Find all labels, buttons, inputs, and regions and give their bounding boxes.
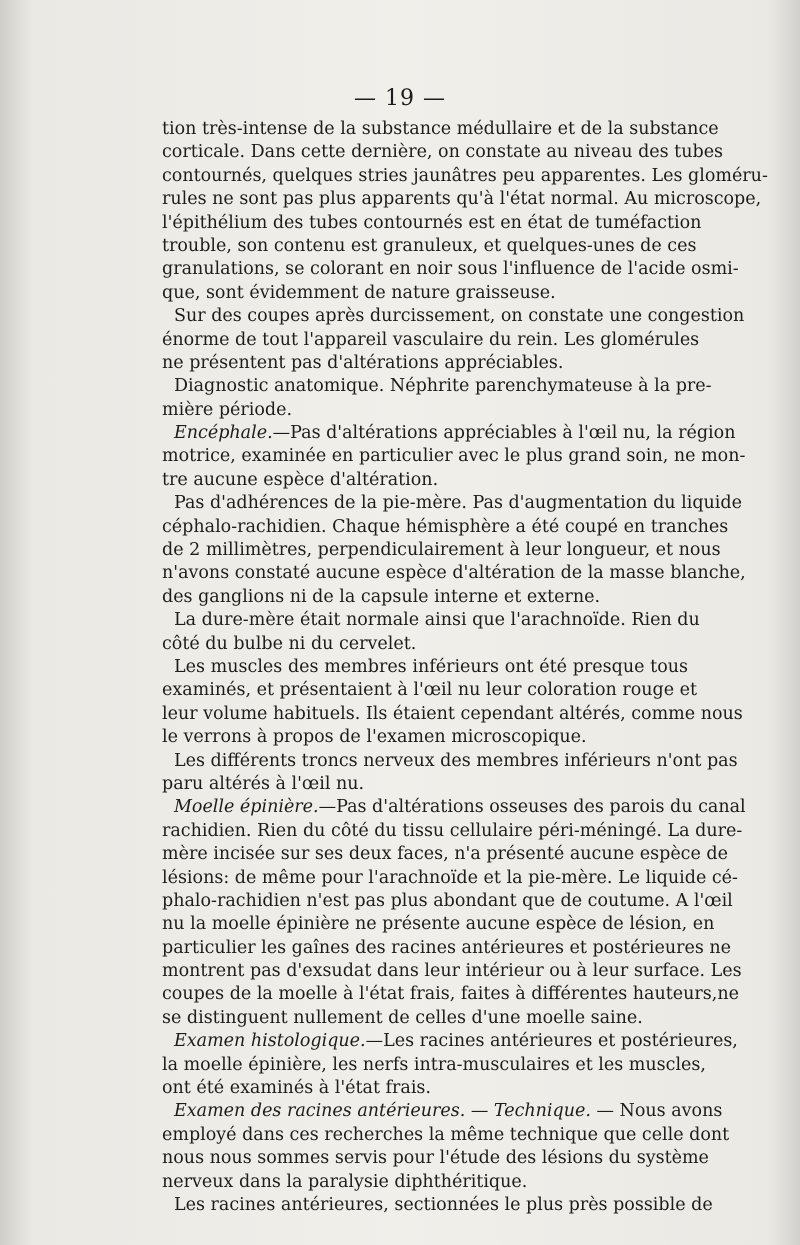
line-text: Pas d'adhérences de la pie-mère. Pas d'augmentation du liquide — [174, 493, 742, 514]
line-text: nous nous sommes servis pour l'étude des lésions du système — [162, 1148, 709, 1169]
text-line — [162, 212, 702, 235]
line-text: nu la moelle épinière ne présente aucune espèce de lésion, en — [162, 914, 715, 935]
line-text: tre aucune espèce d'altération. — [162, 469, 439, 490]
text-line — [162, 1100, 723, 1123]
line-text: trouble, son contenu est granuleux, et quelques-unes de ces — [162, 235, 697, 256]
text-line — [162, 1077, 688, 1100]
line-text: tion très-intense de la substance médullaire et de la substance — [162, 119, 719, 139]
line-text: Les muscles des membres inférieurs ont été presque tous — [174, 656, 688, 677]
line-text: nerveux dans la paralysie diphthéritique. — [162, 1171, 528, 1192]
text-line — [162, 118, 719, 141]
text-line — [162, 539, 721, 562]
text-line — [162, 1171, 688, 1194]
text-line — [162, 399, 688, 422]
line-text: énorme de tout l'appareil vasculaire du rein. Les glomérules — [162, 329, 700, 350]
text-line — [162, 492, 742, 515]
line-text: le verrons à propos de l'examen microscopique. — [162, 727, 587, 748]
text-line — [162, 843, 728, 866]
text-line — [162, 750, 738, 773]
line-text: granulations, se colorant en noir sous l'influence de l'acide osmi- — [162, 259, 739, 280]
text-line — [162, 796, 746, 819]
line-text: —Les racines antérieures et postérieures, — [365, 1031, 738, 1052]
text-line — [162, 1147, 709, 1170]
italic-heading: Encéphale. — [174, 423, 273, 444]
text-line — [162, 633, 688, 656]
line-text: Les différents troncs nerveux des membres inférieurs n'ont pas — [174, 750, 738, 771]
line-text: La dure-mère était normale ainsi que l'arachnoïde. Rien du — [174, 610, 700, 631]
text-line — [162, 141, 724, 164]
line-text: coupes de la moelle à l'état frais, faites à différentes hauteurs,ne — [162, 984, 739, 1005]
line-text: Sur des coupes après durcissement, on constate une congestion — [174, 306, 745, 327]
line-text: particulier les gaînes des racines antérieures et postérieures ne — [162, 937, 732, 958]
line-text: n'avons constaté aucune espèce d'altération de la masse blanche, — [162, 563, 746, 584]
line-text: côté du bulbe ni du cervelet. — [162, 633, 417, 654]
italic-heading: Moelle épinière. — [174, 797, 319, 818]
text-line — [162, 656, 688, 679]
line-text: ont été examinés à l'état frais. — [162, 1078, 431, 1099]
text-line — [162, 305, 745, 328]
text-line — [162, 867, 738, 890]
text-line — [162, 188, 762, 211]
text-line — [162, 703, 743, 726]
text-line — [162, 726, 688, 749]
text-line — [162, 282, 688, 305]
text-line — [162, 562, 746, 585]
text-line — [162, 1194, 713, 1217]
line-text: des ganglions ni de la capsule interne et externe. — [162, 586, 601, 607]
line-text: Les racines antérieures, sectionnées le plus près possible de — [174, 1194, 713, 1215]
text-line — [162, 375, 712, 398]
line-text: de 2 millimètres, perpendiculairement à leur longueur, et nous — [162, 540, 721, 561]
line-text: ne présentent pas d'altérations appréciables. — [162, 352, 564, 373]
text-line — [162, 937, 732, 960]
line-text: la moelle épinière, les nerfs intra-musculaires et les muscles, — [162, 1054, 706, 1075]
text-line — [162, 445, 746, 468]
text-line — [162, 422, 736, 445]
text-line — [162, 352, 688, 375]
text-line — [162, 586, 688, 609]
text-line — [162, 329, 700, 352]
line-text: l'épithélium des tubes contournés est en état de tuméfaction — [162, 212, 702, 233]
line-text: que, sont évidemment de nature graisseuse. — [162, 282, 556, 303]
text-line — [162, 890, 733, 913]
line-text: mière période. — [162, 399, 293, 420]
text-line — [162, 1007, 688, 1030]
line-text: —Pas d'altérations osseuses des parois du canal — [318, 797, 746, 818]
text-line — [162, 258, 739, 281]
text-line — [162, 1030, 738, 1053]
line-text: céphalo-rachidien. Chaque hémisphère a été coupé en tranches — [162, 516, 729, 537]
line-text: —Pas d'altérations appréciables à l'œil nu, la région — [272, 423, 736, 444]
line-text: corticale. Dans cette dernière, on constate au niveau des tubes — [162, 142, 724, 163]
line-text: rachidien. Rien du côté du tissu cellulaire péri-méningé. La dure- — [162, 820, 743, 841]
text-line — [162, 820, 743, 843]
line-text: rules ne sont pas plus apparents qu'à l'état normal. Au microscope, — [162, 189, 762, 210]
page-number: — 19 — — [354, 86, 446, 111]
text-line — [162, 913, 715, 936]
line-text: motrice, examinée en particulier avec le plus grand soin, ne mon- — [162, 446, 746, 467]
line-text: Diagnostic anatomique. Néphrite parenchymateuse à la pre- — [174, 376, 712, 397]
text-line — [162, 960, 742, 983]
text-line — [162, 983, 739, 1006]
body-text — [162, 118, 768, 1217]
italic-heading: Examen des racines antérieures. — Technique. — [174, 1101, 591, 1122]
text-line — [162, 1054, 706, 1077]
text-line — [162, 773, 688, 796]
line-text: — Nous avons — [590, 1101, 723, 1122]
text-line — [162, 679, 698, 702]
text-line — [162, 516, 729, 539]
line-text: examinés, et présentaient à l'œil nu leur coloration rouge et — [162, 680, 698, 701]
text-line — [162, 165, 768, 188]
line-text: montrent pas d'exsudat dans leur intérieur ou à leur surface. Les — [162, 961, 742, 982]
line-text: mère incisée sur ses deux faces, n'a présenté aucune espèce de — [162, 844, 728, 865]
line-text: contournés, quelques stries jaunâtres peu apparentes. Les gloméru- — [162, 165, 768, 186]
text-line — [162, 609, 700, 632]
line-text: paru altérés à l'œil nu. — [162, 773, 365, 794]
line-text: lésions: de même pour l'arachnoïde et la pie-mère. Le liquide cé- — [162, 867, 738, 888]
line-text: phalo-rachidien n'est pas plus abondant que de coutume. A l'œil — [162, 890, 733, 911]
text-line — [162, 235, 697, 258]
line-text: leur volume habituels. Ils étaient cependant altérés, comme nous — [162, 703, 743, 724]
italic-heading: Examen histologique. — [174, 1031, 366, 1052]
line-text: se distinguent nullement de celles d'une moelle saine. — [162, 1007, 643, 1028]
line-text: employé dans ces recherches la même technique que celle dont — [162, 1124, 730, 1145]
text-line — [162, 1124, 730, 1147]
text-line — [162, 469, 688, 492]
